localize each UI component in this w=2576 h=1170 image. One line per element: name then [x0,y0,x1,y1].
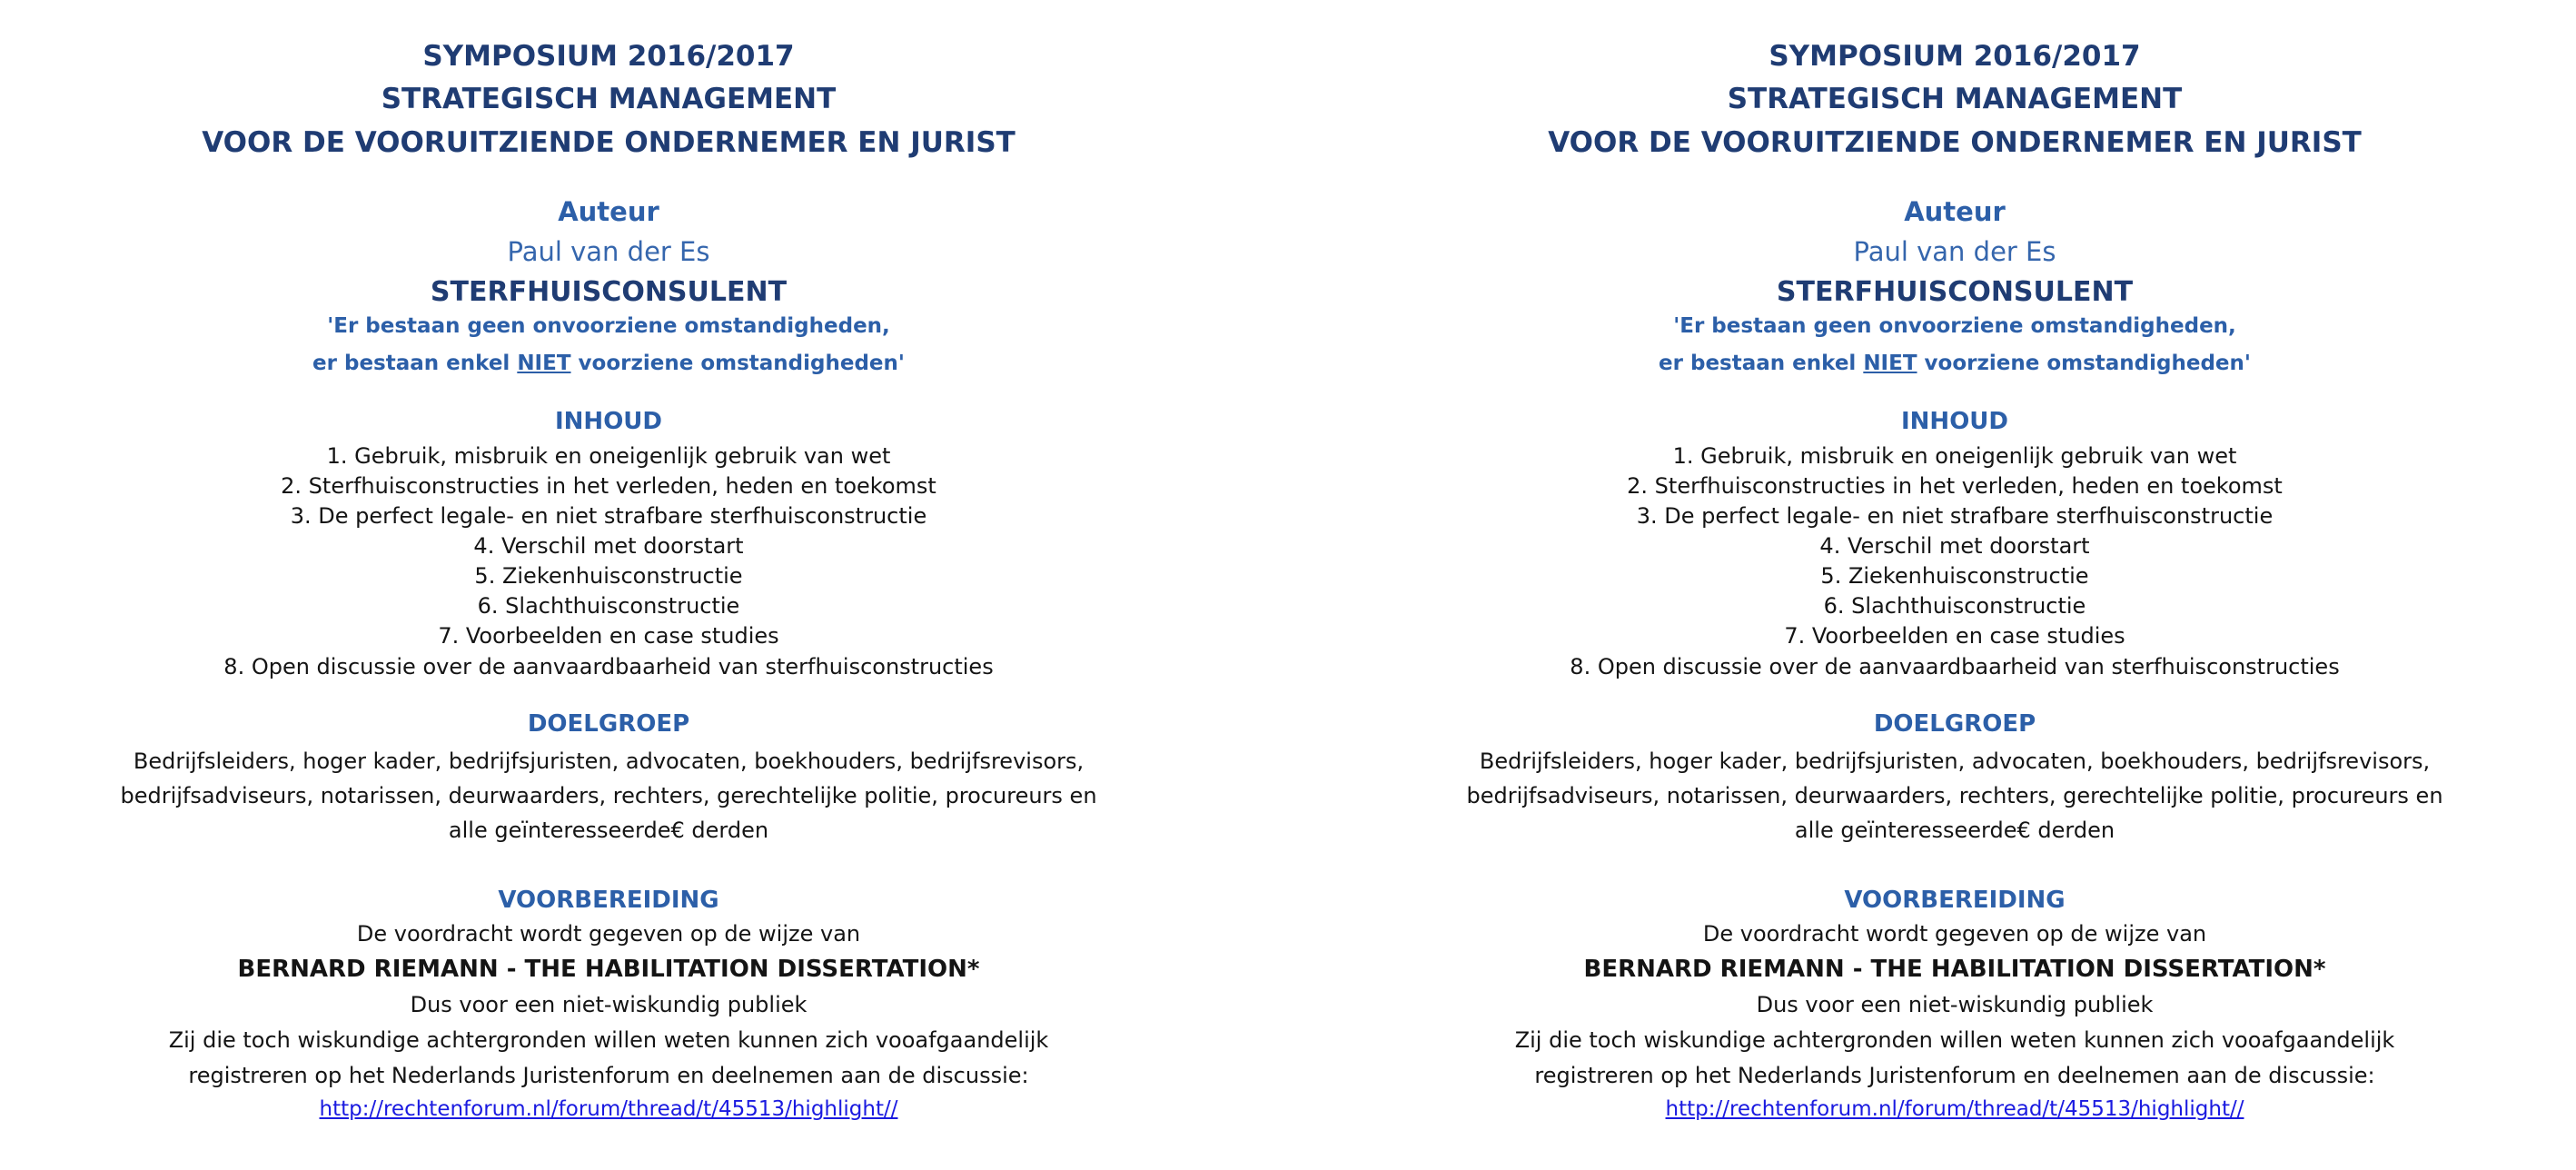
title-line-2: STRATEGISCH MANAGEMENT [1727,83,2183,115]
contents-heading: INHOUD [1901,408,2008,435]
contents-item: 2. Sterfhuisconstructies in het verleden, heden en toekomst [1627,473,2283,499]
contents-item: 4. Verschil met doorstart [1819,533,2090,559]
preparation-intro: De voordracht wordt gegeven op de wijze van [356,921,861,947]
quote-line-1: 'Er bestaan geen onvoorziene omstandigheden, [1673,314,2236,338]
preparation-heading: VOORBEREIDING [1844,887,2066,914]
contents-item: 7. Voorbeelden en case studies [438,623,779,649]
contents-item: 5. Ziekenhuisconstructie [474,563,743,589]
title-line-3: VOOR DE VOORUITZIENDE ONDERNEMER EN JURIST [1548,126,2362,159]
quote-prefix: er bestaan enkel [1659,352,1864,375]
preparation-note-line: Zij die toch wiskundige achtergronden willen weten kunnen zich vooafgaandelijk [1514,1027,2395,1053]
quote-emphasis: NIET [517,352,571,375]
preparation-note-line: Zij die toch wiskundige achtergronden willen weten kunnen zich vooafgaandelijk [168,1027,1049,1053]
contents-item: 8. Open discussie over de aanvaardbaarheid van sterfhuisconstructies [1570,654,2340,679]
title-line-1: SYMPOSIUM 2016/2017 [1769,40,2141,73]
contents-item: 7. Voorbeelden en case studies [1784,623,2125,649]
author-role: STERFHUISCONSULENT [1776,276,2134,308]
contents-item: 3. De perfect legale- en niet strafbare sterfhuisconstructie [1636,503,2274,529]
contents-item: 4. Verschil met doorstart [473,533,744,559]
audience-line: alle geïnteresseerde€ derden [1794,818,2115,843]
audience-heading: DOELGROEP [1873,710,2036,738]
contents-item: 5. Ziekenhuisconstructie [1820,563,2089,589]
preparation-note-line: registreren op het Nederlands Juristenforum en deelnemen aan de discussie: [188,1063,1029,1088]
title-line-2: STRATEGISCH MANAGEMENT [381,83,837,115]
preparation-heading: VOORBEREIDING [498,887,719,914]
contents-item: 6. Slachthuisconstructie [1823,593,2086,619]
contents-item: 3. De perfect legale- en niet strafbare sterfhuisconstructie [290,503,927,529]
flyer-right [1346,0,2563,1170]
contents-item: 1. Gebruik, misbruik en oneigenlijk gebruik van wet [326,443,891,469]
author-name: Paul van der Es [1853,236,2056,267]
author-heading: Auteur [1904,196,2006,227]
quote-prefix: er bestaan enkel [312,352,518,375]
audience-heading: DOELGROEP [527,710,690,738]
preparation-title: BERNARD RIEMANN - THE HABILITATION DISSERTATION* [237,956,980,983]
contents-item: 6. Slachthuisconstructie [477,593,740,619]
title-line-3: VOOR DE VOORUITZIENDE ONDERNEMER EN JURIST [202,126,1016,159]
quote-line-1: 'Er bestaan geen onvoorziene omstandigheden, [327,314,890,338]
forum-link[interactable]: http://rechtenforum.nl/forum/thread/t/45513/highlight// [1665,1097,2244,1121]
contents-item: 8. Open discussie over de aanvaardbaarheid van sterfhuisconstructies [223,654,994,679]
quote-line-2 [1346,353,2563,374]
preparation-audience: Dus voor een niet-wiskundig publiek [1756,992,2154,1017]
audience-line: Bedrijfsleiders, hoger kader, bedrijfsjuristen, advocaten, boekhouders, bedrijfsrevisors, [133,749,1085,774]
audience-line: bedrijfsadviseurs, notarissen, deurwaarders, rechters, gerechtelijke politie, procureurs en [1466,783,2443,808]
flyer-left [0,0,1217,1170]
contents-heading: INHOUD [555,408,662,435]
audience-line: bedrijfsadviseurs, notarissen, deurwaarders, rechters, gerechtelijke politie, procureurs en [120,783,1097,808]
audience-line: alle geïnteresseerde€ derden [448,818,769,843]
forum-link[interactable]: http://rechtenforum.nl/forum/thread/t/45513/highlight// [319,1097,898,1121]
title-line-1: SYMPOSIUM 2016/2017 [422,40,795,73]
preparation-title: BERNARD RIEMANN - THE HABILITATION DISSERTATION* [1583,956,2326,983]
author-heading: Auteur [558,196,659,227]
preparation-audience: Dus voor een niet-wiskundig publiek [410,992,807,1017]
author-role: STERFHUISCONSULENT [430,276,788,308]
quote-line-2 [0,353,1217,374]
preparation-intro: De voordracht wordt gegeven op de wijze van [1702,921,2207,947]
quote-emphasis: NIET [1863,352,1917,375]
audience-line: Bedrijfsleiders, hoger kader, bedrijfsjuristen, advocaten, boekhouders, bedrijfsrevisors, [1479,749,2431,774]
quote-suffix: voorziene omstandigheden' [570,352,905,375]
preparation-note-line: registreren op het Nederlands Juristenforum en deelnemen aan de discussie: [1534,1063,2375,1088]
author-name: Paul van der Es [507,236,710,267]
quote-suffix: voorziene omstandigheden' [1917,352,2251,375]
contents-item: 1. Gebruik, misbruik en oneigenlijk gebruik van wet [1672,443,2237,469]
contents-item: 2. Sterfhuisconstructies in het verleden, heden en toekomst [281,473,936,499]
